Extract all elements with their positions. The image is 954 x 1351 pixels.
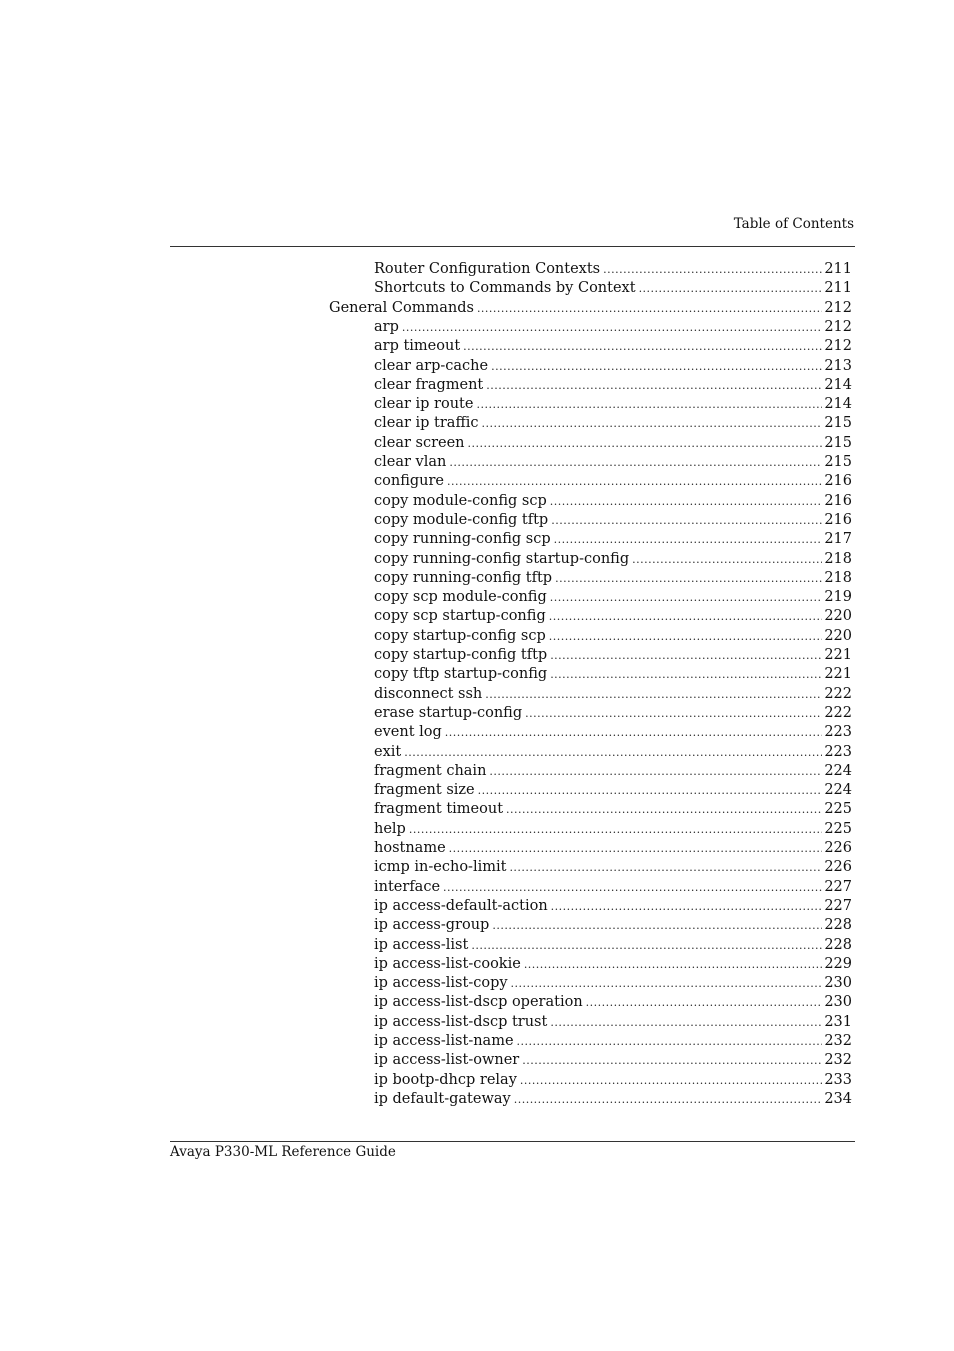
toc-entry-title: ip access-list-name (374, 1033, 514, 1049)
dot-leader (522, 1051, 822, 1070)
toc-entry-title: copy running-config startup-config (374, 550, 630, 567)
toc-entry[interactable] (374, 376, 852, 395)
toc-entry-title: hostname (374, 840, 446, 856)
dot-leader (511, 974, 823, 993)
toc-entry-page-number: 231 (824, 1013, 852, 1030)
dot-leader (506, 800, 822, 819)
toc-entry-page-number: 218 (824, 550, 852, 567)
toc-entry-page-number: 232 (824, 1052, 852, 1069)
dot-leader (476, 395, 822, 414)
toc-entry-page-number: 217 (824, 531, 852, 548)
toc-entry[interactable] (374, 588, 852, 607)
toc-entry-title: erase startup-config (374, 704, 523, 721)
dot-leader (509, 858, 822, 877)
toc-entry[interactable] (374, 434, 852, 453)
toc-entry-page-number: 226 (824, 840, 852, 856)
toc-entry-title: help (374, 820, 406, 837)
toc-entry-title: disconnect ssh (374, 685, 483, 702)
toc-entry-page-number: 224 (824, 782, 852, 799)
toc-entry[interactable] (374, 820, 852, 839)
dot-leader (445, 723, 823, 742)
toc-entry-title: copy startup-config scp (374, 627, 546, 644)
toc-entry[interactable] (374, 279, 852, 298)
dot-leader (514, 1090, 823, 1109)
toc-entry[interactable] (374, 511, 852, 530)
dot-leader (492, 916, 822, 935)
header-rule (170, 246, 855, 247)
toc-entry-page-number: 211 (824, 261, 852, 277)
toc-entry-page-number: 211 (824, 280, 852, 297)
toc-entry[interactable] (374, 1051, 852, 1070)
dot-leader (524, 955, 823, 974)
toc-entry-page-number: 225 (824, 801, 852, 818)
toc-entry-page-number: 223 (824, 743, 852, 760)
dot-leader (404, 743, 822, 762)
toc-entry[interactable] (374, 858, 852, 877)
toc-entry-title: fragment timeout (374, 801, 504, 818)
dot-leader (486, 376, 822, 395)
dot-leader (520, 1071, 822, 1090)
toc-entry-title: exit (374, 743, 402, 760)
dot-leader (632, 550, 822, 569)
toc-entry-page-number: 215 (824, 415, 852, 432)
toc-entry[interactable] (374, 974, 852, 993)
dot-leader (603, 260, 822, 279)
toc-entry-title: clear vlan (374, 454, 447, 470)
toc-entry-title: copy module-config tftp (374, 511, 549, 528)
dot-leader (517, 1032, 823, 1051)
toc-entry[interactable] (374, 453, 852, 472)
toc-entry-title: arp timeout (374, 338, 461, 355)
toc-entry-title: ip default-gateway (374, 1090, 511, 1107)
toc-entry-title: clear ip route (374, 396, 474, 413)
toc-entry-page-number: 227 (824, 878, 852, 895)
dot-leader (447, 472, 822, 491)
toc-entry-page-number: 213 (824, 357, 852, 374)
dot-leader (478, 781, 823, 800)
toc-entry-title: event log (374, 724, 442, 741)
dot-leader (477, 299, 822, 318)
toc-entry[interactable] (374, 897, 852, 916)
toc-entry[interactable] (329, 299, 852, 318)
toc-entry-title: Shortcuts to Commands by Context (374, 280, 636, 297)
toc-entry-page-number: 221 (824, 647, 852, 663)
toc-entry[interactable] (374, 646, 852, 665)
dot-leader (449, 839, 823, 858)
toc-entry-page-number: 216 (824, 492, 852, 509)
toc-entry-title: copy running-config scp (374, 531, 551, 548)
toc-entry[interactable] (374, 357, 852, 376)
toc-entry-title: ip access-list-owner (374, 1052, 520, 1069)
dot-leader (482, 414, 823, 433)
dot-leader (550, 646, 822, 665)
toc-entry-title: copy scp module-config (374, 589, 547, 606)
toc-entry-page-number: 226 (824, 859, 852, 876)
toc-entry-title: copy scp startup-config (374, 608, 546, 625)
toc-entry-title: interface (374, 878, 441, 895)
dot-leader (639, 279, 823, 298)
toc-entry-title: Router Configuration Contexts (374, 261, 601, 277)
dot-leader (409, 820, 822, 839)
dot-leader (402, 318, 822, 337)
toc-entry-page-number: 216 (824, 473, 852, 490)
toc-entry-title: General Commands (329, 299, 474, 316)
toc-entry[interactable] (374, 569, 852, 588)
toc-entry[interactable] (374, 993, 852, 1012)
toc-entry-title: copy startup-config tftp (374, 647, 548, 663)
toc-entry-page-number: 219 (824, 589, 852, 606)
toc-entry-title: clear ip traffic (374, 415, 479, 432)
toc-entry-page-number: 221 (824, 666, 852, 683)
toc-entry-title: ip access-default-action (374, 897, 548, 914)
dot-leader (463, 337, 822, 356)
toc-entry[interactable] (374, 1013, 852, 1032)
dot-leader (551, 897, 823, 916)
dot-leader (549, 607, 823, 626)
dot-leader (550, 1013, 822, 1032)
toc-entry-page-number: 233 (824, 1071, 852, 1088)
toc-entry-page-number: 222 (824, 685, 852, 702)
toc-entry-page-number: 223 (824, 724, 852, 741)
toc-entry[interactable] (374, 260, 852, 279)
dot-leader (468, 434, 823, 453)
dot-leader (586, 993, 823, 1012)
toc-entry-page-number: 212 (824, 318, 852, 335)
toc-entry-page-number: 215 (824, 434, 852, 451)
toc-entry[interactable] (374, 414, 852, 433)
toc-entry[interactable] (374, 492, 852, 511)
toc-entry-title: ip bootp-dhcp relay (374, 1071, 517, 1088)
toc-entry-page-number: 216 (824, 511, 852, 528)
toc-entry[interactable] (374, 607, 852, 626)
toc-entry[interactable] (374, 1071, 852, 1090)
toc-entry-title: icmp in-echo-limit (374, 859, 507, 876)
toc-entry-page-number: 220 (824, 627, 852, 644)
toc-entry-title: ip access-list-cookie (374, 955, 521, 972)
dot-leader (489, 762, 822, 781)
toc-entry-page-number: 222 (824, 704, 852, 721)
toc-entry-title: copy running-config tftp (374, 569, 553, 586)
toc-entry-page-number: 224 (824, 762, 852, 779)
toc-entry-title: fragment size (374, 782, 475, 799)
toc-entry[interactable] (374, 627, 852, 646)
footer-rule (170, 1141, 855, 1142)
toc-entry-page-number: 232 (824, 1033, 852, 1049)
toc-entry-title: ip access-list-copy (374, 975, 508, 992)
toc-entry[interactable] (374, 878, 852, 897)
toc-entry-title: clear screen (374, 434, 465, 451)
dot-leader (549, 627, 823, 646)
toc-entry-page-number: 234 (824, 1090, 852, 1107)
toc-entry-title: copy tftp startup-config (374, 666, 548, 683)
toc-entry-page-number: 214 (824, 376, 852, 393)
dot-leader (550, 665, 822, 684)
toc-entry[interactable] (374, 743, 852, 762)
toc-entry-page-number: 212 (824, 338, 852, 355)
toc-entry-page-number: 212 (824, 299, 852, 316)
dot-leader (485, 685, 822, 704)
toc-entry[interactable] (374, 550, 852, 569)
dot-leader (555, 569, 822, 588)
dot-leader (449, 453, 822, 472)
toc-entry[interactable] (374, 762, 852, 781)
toc-entry[interactable] (374, 955, 852, 974)
toc-entry-page-number: 220 (824, 608, 852, 625)
dot-leader (491, 357, 822, 376)
toc-entry-title: clear fragment (374, 376, 484, 393)
toc-entry-page-number: 230 (824, 975, 852, 992)
toc-entry-title: fragment chain (374, 762, 487, 779)
toc-entry-page-number: 228 (824, 917, 852, 934)
toc-entry-title: arp (374, 318, 399, 335)
toc-entry-title: configure (374, 473, 444, 490)
toc-entry-title: ip access-list (374, 936, 469, 953)
toc-entry[interactable] (374, 800, 852, 819)
toc-entry[interactable] (374, 530, 852, 549)
toc-entry[interactable] (374, 781, 852, 800)
toc-entry[interactable] (374, 337, 852, 356)
toc-entry-title: clear arp-cache (374, 357, 489, 374)
toc-entry-page-number: 225 (824, 820, 852, 837)
toc-entry[interactable] (374, 685, 852, 704)
toc-entry-page-number: 214 (824, 396, 852, 413)
toc-entry[interactable] (374, 1032, 852, 1051)
toc-entry[interactable] (374, 916, 852, 935)
toc-entry-title: ip access-list-dscp trust (374, 1013, 548, 1030)
dot-leader (471, 936, 822, 955)
dot-leader (443, 878, 822, 897)
toc-entry-page-number: 215 (824, 454, 852, 470)
toc-entry-page-number: 218 (824, 569, 852, 586)
toc-entry[interactable] (374, 472, 852, 491)
toc-entry-page-number: 230 (824, 994, 852, 1011)
dot-leader (550, 588, 823, 607)
footer-title: Avaya P330-ML Reference Guide (170, 1144, 396, 1160)
dot-leader (550, 492, 823, 511)
running-head: Table of Contents (733, 216, 854, 232)
toc-entry-title: ip access-group (374, 917, 490, 934)
toc-entry[interactable] (374, 665, 852, 684)
toc-entry[interactable] (374, 1090, 852, 1109)
toc-entry[interactable] (374, 723, 852, 742)
toc-entry[interactable] (374, 395, 852, 414)
dot-leader (551, 511, 822, 530)
toc-entry[interactable] (374, 318, 852, 337)
dot-leader (554, 530, 823, 549)
dot-leader (525, 704, 822, 723)
toc-entry[interactable] (374, 839, 852, 858)
toc-entry-title: ip access-list-dscp operation (374, 994, 583, 1011)
toc-entry[interactable] (374, 936, 852, 955)
toc-entry-page-number: 227 (824, 897, 852, 914)
toc-entry-page-number: 228 (824, 936, 852, 953)
toc-entry[interactable] (374, 704, 852, 723)
toc-entry-title: copy module-config scp (374, 492, 547, 509)
toc-entry-page-number: 229 (824, 955, 852, 972)
